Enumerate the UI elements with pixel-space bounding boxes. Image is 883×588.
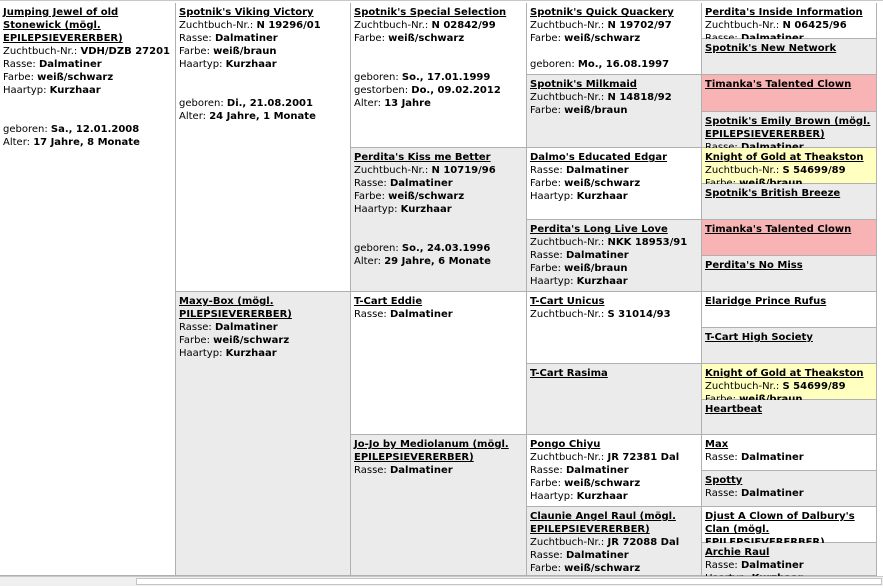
ancestor-cell [702,435,877,471]
breed-row [3,58,172,71]
ancestor-cell [702,39,877,75]
label: Zuchtbuch-Nr.: [530,92,605,103]
label: Farbe: [530,563,561,574]
breed-row [530,549,698,562]
sire-cell [176,3,351,292]
breed-value: Dalmatiner [566,465,629,476]
ancestor-cell [527,364,702,435]
studbook-row [530,451,698,464]
birth-row [3,123,172,136]
ancestor-cell [527,148,702,220]
ancestor-name-link[interactable]: Timanka's Talented Clown [705,79,852,90]
studbook-value: N 02842/99 [431,20,496,31]
studbook-value: NKK 18953/91 [607,237,688,248]
color-value: weiß/schwarz [564,478,641,489]
color-value: weiß/schwarz [564,563,641,574]
age-value: 24 Jahre, 1 Monate [209,111,316,122]
label: Zuchtbuch-Nr.: [3,46,78,57]
birth-row [354,71,523,84]
death-value: Do., 09.02.2012 [411,85,501,96]
birth-row [179,97,347,110]
studbook-value: N 19702/97 [607,20,672,31]
ancestor-cell [702,328,877,364]
color-row [530,177,698,190]
ancestor-cell [702,184,877,220]
spacer [354,45,523,71]
studbook-row [705,164,873,177]
ancestor-cell [351,148,527,292]
color-value: weiß/schwarz [213,335,290,346]
ancestor-name-link[interactable]: Perdita's No Miss [705,260,803,271]
studbook-row [530,91,698,104]
label: Rasse: [179,322,212,333]
spacer [3,97,172,123]
label: Farbe: [530,33,561,44]
label: Rasse: [705,560,738,571]
coat-row [530,275,698,288]
studbook-value: S 54699/89 [782,165,846,176]
coat-row [530,490,698,503]
label: Farbe: [354,191,385,202]
ancestor-cell [527,435,702,507]
studbook-value: N 10719/96 [431,165,496,176]
breed-row [530,249,698,262]
dam-cell [176,292,351,576]
studbook-row [354,164,523,177]
label: Farbe: [3,72,34,83]
breed-row [530,464,698,477]
breed-value: Dalmatiner [741,488,804,499]
ancestor-name-link[interactable]: Djust A Clown of Dalbury's Clan (mögl. [705,511,855,535]
ancestor-cell [702,292,877,328]
ancestor-cell [527,3,702,75]
label: Haartyp: [530,191,574,202]
pedigree-subject-cell [0,3,176,576]
age-value: 13 Jahre [384,98,431,109]
color-row [3,71,172,84]
label: Zuchtbuch-Nr.: [530,237,605,248]
birth-value: Mo., 16.08.1997 [577,59,670,70]
ancestor-name-link[interactable]: Knight of Gold at Theakston [705,368,864,379]
ancestor-cell [702,543,877,576]
ancestor-name-link[interactable]: Claunie Angel Raul (mögl. EPILEPSIEVERERBER) [530,511,676,535]
coat-value: Kurzhaar [400,204,452,215]
ancestor-cell [351,435,527,576]
studbook-row [530,308,698,321]
label: Zuchtbuch-Nr.: [530,452,605,463]
label: Zuchtbuch-Nr.: [354,20,429,31]
studbook-value: S 54699/89 [782,381,846,392]
breed-value: Dalmatiner [390,178,453,189]
coat-row [179,347,347,360]
label: geboren: [354,72,399,83]
color-row [354,190,523,203]
label: Farbe: [530,478,561,489]
ancestor-name-link[interactable]: Jo-Jo by Mediolanum (mögl. EPILEPSIEVERERBER) [354,439,509,463]
age-row [3,136,172,149]
ancestor-name-link[interactable]: Perdita's Inside Information [705,7,863,18]
label: Zuchtbuch-Nr.: [530,537,605,548]
spacer [530,45,698,58]
label: Rasse: [705,452,738,463]
coat-value: Kurzhaar [225,59,277,70]
breed-row [354,308,523,321]
color-value: weiß/schwarz [388,33,465,44]
ancestor-name-link[interactable]: Spotnik's Special Selection [354,7,507,18]
breed-row [705,451,873,464]
ancestor-cell [351,292,527,435]
ancestor-cell [527,507,702,576]
color-row [530,562,698,575]
age-value: 29 Jahre, 6 Monate [384,256,491,267]
label: Zuchtbuch-Nr.: [530,20,605,31]
breed-value: Dalmatiner [741,560,804,571]
label: Alter: [3,137,30,148]
breed-value: Dalmatiner [566,165,629,176]
breed-value: Dalmatiner [39,59,102,70]
label: Alter: [354,98,381,109]
ancestor-cell-highlighted [702,148,877,184]
ancestor-name-link[interactable]: Elaridge Prince Rufus [705,296,827,307]
label: Zuchtbuch-Nr.: [354,165,429,176]
ancestor-name-link[interactable]: Spotnik's British Breeze [705,188,841,199]
label: Rasse: [530,550,563,561]
breed-value: Dalmatiner [741,452,804,463]
sire-name-link[interactable]: Spotnik's Viking Victory [179,7,314,18]
spacer [354,216,523,242]
studbook-value: N 14818/92 [607,92,672,103]
coat-row [179,58,347,71]
age-row [354,97,523,110]
ancestor-cell [527,220,702,292]
label: Farbe: [354,33,385,44]
breed-value: Dalmatiner [566,250,629,261]
subject-name-link[interactable]: Jumping Jewel of old Stonewick (mögl. EPILEPSIEVERERBER) [3,7,123,44]
label: Rasse: [705,488,738,499]
ancestor-cell [702,3,877,39]
color-row [354,32,523,45]
label: Farbe: [179,335,210,346]
death-row [354,84,523,97]
label: geboren: [3,124,48,135]
ancestor-cell [351,3,527,148]
color-row [530,477,698,490]
studbook-row [530,536,698,549]
studbook-value: JR 72088 Dal [607,537,680,548]
dam-name-link[interactable]: Maxy-Box (mögl. PILEPSIEVERERBER) [179,296,292,320]
coat-row [530,190,698,203]
color-row [179,334,347,347]
label: Haartyp: [179,348,223,359]
label: Rasse: [179,33,212,44]
label: Zuchtbuch-Nr.: [705,381,780,392]
ancestor-cell-highlighted [702,364,877,400]
label: Zuchtbuch-Nr.: [530,309,605,320]
ancestor-cell [702,112,877,148]
age-row [179,110,347,123]
label: Zuchtbuch-Nr.: [705,20,780,31]
label: Rasse: [530,250,563,261]
breed-value: Dalmatiner [390,309,453,320]
ancestor-name-link[interactable]: Archie Raul [705,547,770,558]
label: Farbe: [530,178,561,189]
coat-row [354,203,523,216]
label: geboren: [354,243,399,254]
ancestor-cell [527,292,702,364]
breed-value: Dalmatiner [215,322,278,333]
breed-row [530,164,698,177]
breed-row [705,487,873,500]
ancestor-cell [702,400,877,435]
studbook-row [179,19,347,32]
ancestor-name-link[interactable]: T-Cart Eddie [354,296,423,307]
label: Farbe: [530,105,561,116]
ancestor-name-link[interactable]: Heartbeat [705,404,763,415]
label: Alter: [179,111,206,122]
label: Rasse: [354,309,387,320]
coat-row [3,84,172,97]
breed-row [179,32,347,45]
age-row [354,255,523,268]
breed-value: Dalmatiner [390,465,453,476]
color-value: weiß/schwarz [37,72,114,83]
breed-row [354,177,523,190]
breed-row [705,559,873,572]
birth-value: So., 24.03.1996 [401,243,491,254]
ancestor-cell [527,75,702,148]
coat-value: Kurzhaar [49,85,101,96]
studbook-value: N 06425/96 [782,20,847,31]
label: geboren: [530,59,575,70]
age-value: 17 Jahre, 8 Monate [33,137,140,148]
studbook-row [705,380,873,393]
ancestor-name-link[interactable]: Perdita's Long Live Love [530,224,668,235]
ancestor-name-link[interactable]: Spotnik's Emily Brown (mögl. EPILEPSIEVERERBER) [705,116,871,140]
label: Farbe: [179,46,210,57]
label: Alter: [354,256,381,267]
color-row [179,45,347,58]
spacer [179,71,347,97]
color-value: weiß/braun [213,46,277,57]
studbook-row [530,236,698,249]
ancestor-name-link[interactable]: Max [705,439,729,450]
label: Haartyp: [354,204,398,215]
label: Rasse: [354,465,387,476]
label: gestorben: [354,85,409,96]
birth-row [530,58,698,71]
breed-row [179,321,347,334]
label: Haartyp: [530,491,574,502]
ancestor-name-link[interactable]: Spotnik's Quick Quackery [530,7,674,18]
color-value: weiß/schwarz [564,33,641,44]
label: Zuchtbuch-Nr.: [179,20,254,31]
birth-row [354,242,523,255]
studbook-row [3,45,172,58]
ancestor-name-link[interactable]: Perdita's Kiss me Better [354,152,491,163]
studbook-value: JR 72381 Dal [607,452,680,463]
ancestor-cell-highlighted [702,75,877,112]
birth-value: So., 17.01.1999 [401,72,491,83]
breed-value: Dalmatiner [215,33,278,44]
color-row [530,262,698,275]
studbook-value: N 19296/01 [256,20,321,31]
label: Rasse: [530,165,563,176]
ancestor-cell-highlighted [702,220,877,256]
color-row [530,32,698,45]
studbook-row [705,19,873,32]
ancestor-name-link[interactable]: Spotnik's Milkmaid [530,79,637,90]
ancestor-cell [702,471,877,507]
ancestor-name-link[interactable]: T-Cart Unicus [530,296,605,307]
coat-value: Kurzhaar [576,491,628,502]
studbook-value: S 31014/93 [607,309,671,320]
horizontal-scrollbar[interactable] [0,576,883,586]
color-value: weiß/schwarz [388,191,465,202]
label: Zuchtbuch-Nr.: [705,165,780,176]
ancestor-cell [702,256,877,292]
coat-value: Kurzhaar [576,191,628,202]
label: geboren: [179,98,224,109]
studbook-row [354,19,523,32]
ancestor-name-link[interactable]: Spotnik's New Network [705,43,837,54]
label: Haartyp: [179,59,223,70]
color-row [530,104,698,117]
color-value: weiß/braun [564,263,628,274]
label: Haartyp: [530,276,574,287]
birth-value: Sa., 12.01.2008 [50,124,140,135]
scrollbar-thumb[interactable] [136,578,882,585]
studbook-value: VDH/DZB 27201 [80,46,170,57]
color-value: weiß/schwarz [564,178,641,189]
ancestor-name-link[interactable]: Dalmo's Educated Edgar [530,152,668,163]
ancestor-name-link[interactable]: Pongo Chiyu [530,439,601,450]
birth-value: Di., 21.08.2001 [226,98,313,109]
breed-row [354,464,523,477]
studbook-row [530,19,698,32]
coat-value: Kurzhaar [576,276,628,287]
breed-value: Dalmatiner [566,550,629,561]
coat-value: Kurzhaar [225,348,277,359]
label: Rasse: [530,465,563,476]
label: Farbe: [530,263,561,274]
label: Rasse: [354,178,387,189]
ancestor-name-link[interactable]: Timanka's Talented Clown [705,224,852,235]
label: Rasse: [3,59,36,70]
label: Haartyp: [3,85,47,96]
ancestor-cell [702,507,877,543]
ancestor-name-link[interactable]: T-Cart Rasima [530,368,608,379]
color-value: weiß/braun [564,105,628,116]
ancestor-name-link[interactable]: Spotty [705,475,743,486]
ancestor-name-link[interactable]: T-Cart High Society [705,332,813,343]
ancestor-name-link[interactable]: Knight of Gold at Theakston [705,152,864,163]
